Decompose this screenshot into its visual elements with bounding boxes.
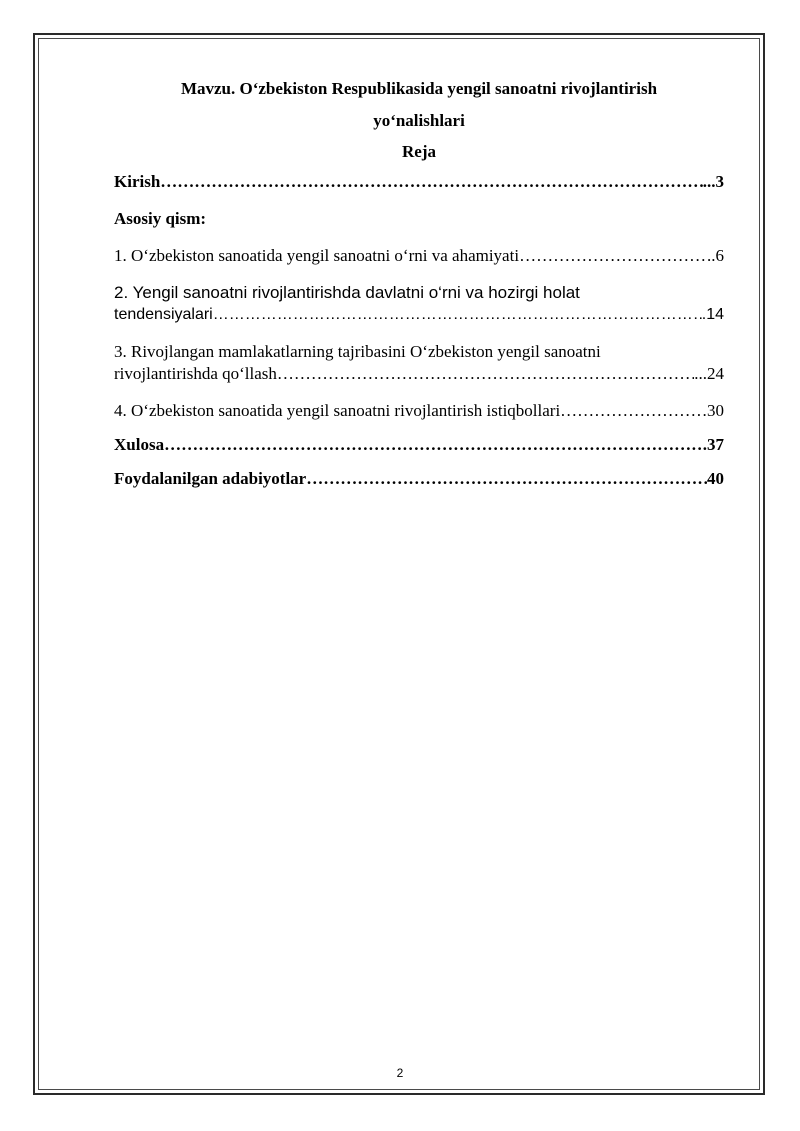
- toc-leader: [519, 245, 707, 267]
- toc-leader: [164, 434, 703, 456]
- toc-entry-label: tendensiyalari: [114, 306, 213, 323]
- toc-leader: [277, 363, 694, 385]
- page-number: 2: [396, 1066, 404, 1080]
- toc-entry-foydalanilgan: [114, 468, 724, 490]
- toc-entry-first-line: 2. Yengil sanoatni rivojlantirishda davlatni o‘rni va hozirgi holat: [114, 283, 580, 302]
- toc-entry-label: rivojlantirishda qo‘llash: [114, 364, 277, 383]
- toc-entry-3: [114, 341, 724, 385]
- toc-entry-xulosa: [114, 434, 724, 456]
- toc-entry-page: ...3: [702, 172, 724, 191]
- toc-leader: [160, 171, 702, 193]
- toc-entry-last-line: [114, 304, 724, 326]
- toc-entry-1: [114, 245, 724, 267]
- toc-entry-page: .37: [702, 435, 724, 454]
- title-line-1: Mavzu. O‘zbekiston Respublikasida yengil sanoatni rivojlantirish: [180, 79, 658, 98]
- toc-entry-page: ...24: [694, 364, 724, 383]
- toc-entry-page: 30: [707, 401, 724, 420]
- toc-leader: [306, 468, 707, 490]
- toc-entry-label: Foydalanilgan adabiyotlar: [114, 469, 307, 488]
- toc-entry-first-line: 3. Rivojlangan mamlakatlarning tajribasini O‘zbekiston yengil sanoatni: [114, 342, 601, 361]
- toc-leader: [213, 304, 702, 326]
- document-title: [110, 74, 728, 136]
- toc-entry-page: ..6: [707, 246, 724, 265]
- toc-entry-label: Xulosa: [114, 435, 165, 454]
- toc-entry-4: [114, 400, 724, 422]
- toc-entry-page: .14: [701, 306, 724, 323]
- toc-entry-2: [114, 282, 724, 326]
- document-body: [114, 74, 724, 490]
- toc-entry-label: Kirish: [114, 172, 161, 191]
- toc-section-asosiy: [114, 208, 724, 230]
- toc-entry-label: 1. O‘zbekiston sanoatida yengil sanoatni o‘rni va ahamiyati: [114, 246, 520, 265]
- toc-entry-page: 40: [707, 469, 724, 488]
- plan-heading: Reja: [402, 142, 436, 161]
- toc-entry-label: 4. O‘zbekiston sanoatida yengil sanoatni rivojlantirish istiqbollari: [114, 401, 561, 420]
- toc-entry-kirish: [114, 171, 724, 193]
- toc-section-label: Asosiy qism:: [114, 209, 207, 228]
- title-line-2: yo‘nalishlari: [373, 111, 465, 130]
- toc-leader: [560, 400, 707, 422]
- toc-entry-last-line: [114, 363, 724, 385]
